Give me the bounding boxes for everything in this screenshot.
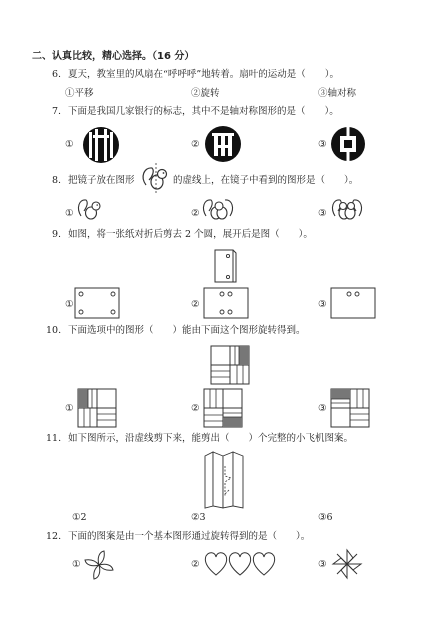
q11-option-3: ③6 (318, 512, 333, 523)
question-12-number: 12. (46, 531, 62, 542)
squirrel-option-2-icon (201, 196, 235, 222)
question-6-number: 6. (52, 69, 62, 80)
q12-option-1: ① (72, 559, 81, 570)
q12-option-2: ② (191, 559, 200, 570)
q10-option-2: ② (191, 403, 200, 414)
hearts-row-icon (204, 551, 276, 577)
q11-option-1: ①2 (72, 512, 87, 523)
question-12-text: 下面的图案是由一个基本图形通过旋转得到的是（ ）。 (68, 531, 311, 542)
q11-folded-strip-figure (203, 450, 245, 510)
q7-option-2: ② (191, 139, 200, 150)
q9-option-1-figure (74, 287, 120, 319)
squirrel-option-1-icon (76, 196, 104, 222)
q11-option-2: ②3 (191, 512, 206, 523)
pinwheel-triangle-icon (331, 548, 363, 580)
bank-logo-1-icon (80, 126, 122, 164)
question-9-text: 如图，将一张纸对折后剪去 2 个圆，展开后是图（ ）。 (68, 229, 313, 240)
q9-option-3: ③ (318, 299, 327, 310)
q7-option-3: ③ (318, 139, 327, 150)
section-title: 二、认真比较，精心选择。（16 分） (32, 51, 195, 62)
question-9-number: 9. (52, 229, 62, 240)
q10-option-3: ③ (318, 403, 327, 414)
pinwheel-leaf-icon (84, 550, 114, 580)
q6-option-1: ①平移 (65, 88, 94, 99)
question-7-number: 7. (52, 106, 62, 117)
q10-option-1-figure (77, 388, 117, 428)
q8-option-3: ③ (318, 208, 327, 219)
question-7-text: 下面是我国几家银行的标志，其中不是轴对称图形的是（ ）。 (68, 106, 339, 117)
q10-option-1: ① (65, 403, 74, 414)
q10-option-2-figure (203, 388, 243, 428)
squirrel-option-3-icon (330, 196, 364, 222)
q9-option-3-figure (330, 287, 376, 319)
q8-option-2: ② (191, 208, 200, 219)
q6-option-3: ③轴对称 (318, 88, 357, 99)
question-8-number: 8. (52, 175, 62, 186)
squirrel-figure-icon (140, 163, 172, 193)
bank-logo-3-icon (330, 126, 366, 162)
question-8-text-a: 把镜子放在图形 (68, 175, 135, 186)
q7-option-1: ① (65, 139, 74, 150)
q12-option-3: ③ (318, 559, 327, 570)
question-6-text: 夏天，教室里的风扇在“呼呼呼”地转着。扇叶的运动是（ ）。 (68, 69, 339, 80)
question-10-number: 10. (46, 325, 62, 336)
question-11-number: 11. (46, 433, 62, 444)
q9-option-2: ② (191, 299, 200, 310)
q6-option-2: ②旋转 (191, 88, 220, 99)
question-10-text: 下面选项中的图形（ ）能由下面这个图形旋转得到。 (68, 325, 306, 336)
question-8-text-b: 的虚线上，在镜子中看到的图形是（ ）。 (173, 175, 359, 186)
bank-logo-2-icon (204, 125, 242, 163)
question-11-text: 如下图所示，沿虚线剪下来，能剪出（ ）个完整的小飞机图案。 (68, 433, 354, 444)
q10-reference-figure (210, 345, 250, 385)
q10-option-3-figure (330, 388, 370, 428)
q9-option-2-figure (203, 287, 249, 319)
q8-option-1: ① (65, 208, 74, 219)
folded-paper-figure (214, 249, 238, 283)
q9-option-1: ① (65, 299, 74, 310)
